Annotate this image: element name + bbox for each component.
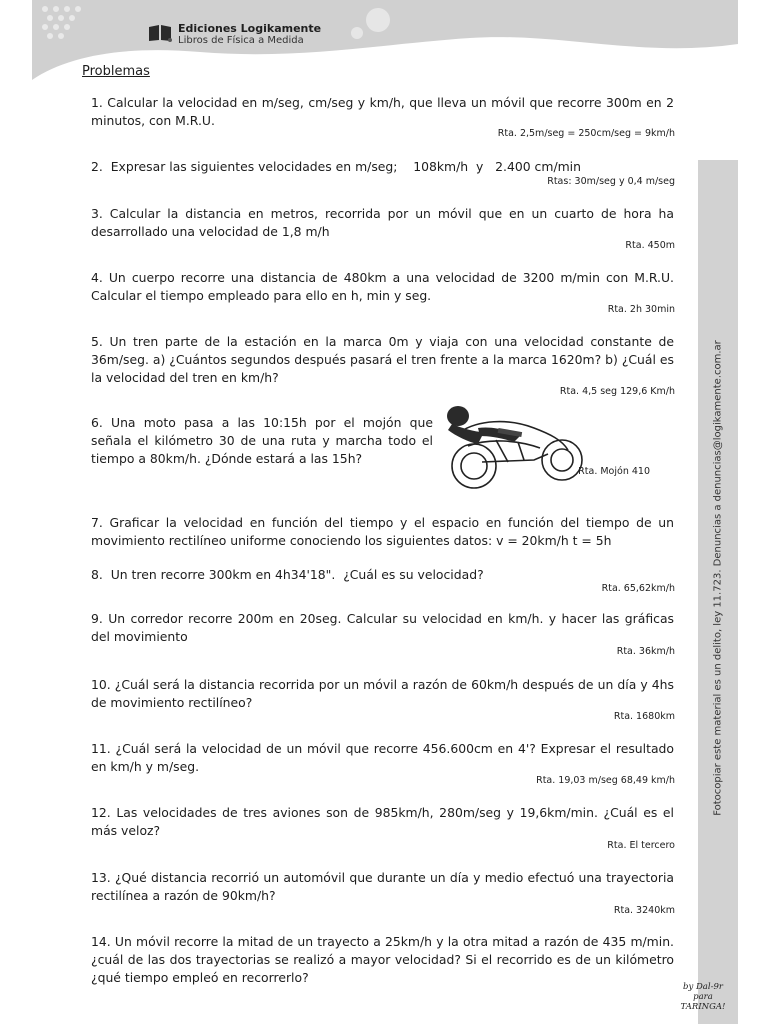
problem-8: 8. Un tren recorre 300km en 4h34'18". ¿Cuál es su velocidad? xyxy=(91,567,484,582)
signature-line-2: para xyxy=(693,992,713,1002)
problem-1: 1. Calcular la velocidad en m/seg, cm/seg y km/h, que lleva un móvil que recorre 300m en 2 minutos, con M.R.U. xyxy=(91,95,674,128)
book-icon xyxy=(148,24,172,42)
problem-2: 2. Expresar las siguientes velocidades en m/seg; 108km/h y 2.400 cm/min xyxy=(91,159,581,174)
problem-13: 13. ¿Qué distancia recorrió un automóvil que durante un día y medio efectuó una trayectoria rectilínea a razón de 90km/h? xyxy=(91,870,674,903)
signature-line-3: TARINGA! xyxy=(680,1002,726,1012)
problem-10: 10. ¿Cuál será la distancia recorrida por un móvil a razón de 60km/h después de un día y 4hs de movimiento rectilíneo? xyxy=(91,677,674,710)
answer-4: Rta. 2h 30min xyxy=(607,304,675,315)
section-title: Problemas xyxy=(82,64,150,79)
problem-5: 5. Un tren parte de la estación en la marca 0m y viaja con una velocidad constante de 36m/seg. a) ¿Cuántos segundos después pasará el tren frente a la marca 1620m? b) ¿Cuál es la velocidad del tren en km/h? xyxy=(91,334,674,385)
publisher-tagline: Libros de Física a Medida xyxy=(178,35,304,46)
answer-9: Rta. 36km/h xyxy=(616,646,675,657)
problem-12: 12. Las velocidades de tres aviones son de 985km/h, 280m/seg y 19,6km/min. ¿Cuál es el más veloz? xyxy=(91,805,674,838)
problem-14: 14. Un móvil recorre la mitad de un trayecto a 25km/h y la otra mitad a razón de 435 m/min. ¿cuál de las dos trayectorias se realizó a mayor velocidad? Si el recorrido es de un kilómetro ¿qué tiempo empleó en recorrerlo? xyxy=(91,934,674,985)
answer-8: Rta. 65,62km/h xyxy=(601,583,675,594)
answer-12: Rta. El tercero xyxy=(607,840,675,851)
answer-10: Rta. 1680km xyxy=(613,711,675,722)
problem-6: 6. Una moto pasa a las 10:15h por el mojón que señala el kilómetro 30 de una ruta y marcha todo el tiempo a 80km/h. ¿Dónde estará a las 15h? xyxy=(91,415,433,466)
problem-11: 11. ¿Cuál será la velocidad de un móvil que recorre 456.600cm en 4'? Expresar el resultado en km/h y m/seg. xyxy=(91,741,674,774)
publisher-name: Ediciones Logikamente xyxy=(178,22,322,35)
problem-3: 3. Calcular la distancia en metros, recorrida por un móvil que en un cuarto de hora ha desarrollado una velocidad de 1,8 m/h xyxy=(91,206,674,239)
answer-3: Rta. 450m xyxy=(625,240,675,251)
problem-4: 4. Un cuerpo recorre una distancia de 480km a una velocidad de 3200 m/min con M.R.U. Calcular el tiempo empleado para ello en h, min y seg. xyxy=(91,270,674,303)
signature-line-1: by Dal-9r xyxy=(683,982,723,992)
problem-9: 9. Un corredor recorre 200m en 20seg. Calcular su velocidad en km/h. y hacer las gráficas del movimiento xyxy=(91,611,674,644)
problem-7: 7. Graficar la velocidad en función del tiempo y el espacio en función del tiempo de un movimiento rectilíneo uniforme conociendo los siguientes datos: v = 20km/h t = 5h xyxy=(91,515,674,548)
motorcycle-illustration xyxy=(438,402,590,494)
answer-2: Rtas: 30m/seg y 0,4 m/seg xyxy=(547,176,675,187)
answer-11: Rta. 19,03 m/seg 68,49 km/h xyxy=(536,775,675,786)
answer-13: Rta. 3240km xyxy=(613,905,675,916)
answer-6: Rta. Mojón 410 xyxy=(578,466,650,477)
answer-5: Rta. 4,5 seg 129,6 Km/h xyxy=(559,386,675,397)
copyright-notice: Fotocopiar este material es un delito, ley 11.723. Denuncias a denuncias@logikamente.com.ar xyxy=(712,340,724,816)
handwritten-signature xyxy=(668,982,738,1012)
answer-1: Rta. 2,5m/seg = 250cm/seg = 9km/h xyxy=(497,128,675,139)
